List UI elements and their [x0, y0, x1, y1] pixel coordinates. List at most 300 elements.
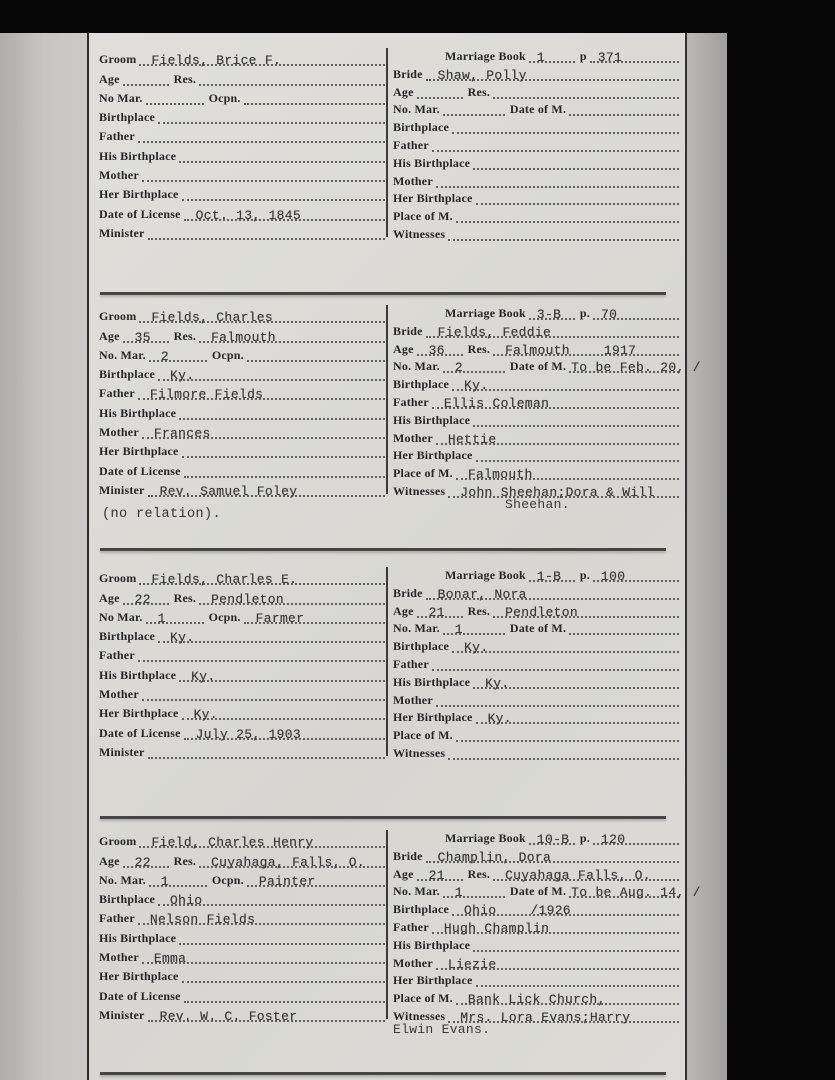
typed-value: Liezie	[447, 956, 497, 972]
field-row	[393, 445, 679, 463]
field-label: Age	[393, 84, 414, 99]
dotted-leader	[593, 567, 679, 582]
field-label: Date of M.	[509, 102, 567, 117]
field-row	[99, 304, 385, 326]
dotted-leader	[247, 872, 385, 887]
field-row	[393, 653, 679, 671]
field-label: Mother	[99, 425, 139, 440]
dotted-leader	[158, 109, 385, 124]
dotted-leader	[448, 226, 679, 241]
dotted-leader	[426, 66, 679, 81]
field-label: His Birthplace	[99, 667, 177, 682]
field-row	[393, 724, 679, 742]
dotted-leader	[139, 570, 385, 588]
field-row	[393, 134, 679, 152]
record-divider-line	[100, 1072, 666, 1075]
dotted-leader	[139, 51, 385, 69]
dotted-leader	[476, 447, 679, 462]
dotted-leader	[443, 883, 505, 901]
field-label: Minister	[99, 482, 145, 497]
dotted-leader	[139, 833, 385, 851]
typed-value: Bank Lick Church,	[467, 992, 606, 1008]
field-row	[99, 682, 385, 701]
field-row	[99, 964, 385, 983]
field-row	[99, 887, 385, 909]
dotted-leader	[436, 173, 679, 188]
dotted-leader	[179, 148, 385, 163]
field-label: His Birthplace	[393, 937, 471, 952]
dotted-leader	[473, 937, 679, 952]
field-label: Witnesses	[393, 483, 446, 498]
field-label: Res.	[467, 866, 491, 881]
typed-value: 21	[428, 604, 445, 620]
field-row	[393, 409, 679, 427]
field-row	[393, 898, 679, 919]
field-row	[393, 63, 679, 81]
field-row	[393, 1005, 679, 1023]
field-row	[393, 338, 679, 356]
dotted-leader	[436, 955, 679, 970]
dotted-leader	[199, 853, 385, 868]
field-row	[99, 66, 385, 85]
field-row	[99, 458, 385, 477]
field-label: Her Birthplace	[393, 191, 473, 206]
field-label: Birthplace	[393, 377, 449, 392]
dotted-leader	[138, 128, 385, 143]
dotted-leader	[432, 656, 679, 671]
field-row	[99, 945, 385, 967]
field-label: Witnesses	[393, 745, 446, 760]
field-label: Marriage Book	[445, 568, 526, 582]
field-row	[393, 188, 679, 206]
dotted-leader	[158, 891, 385, 909]
dotted-leader	[432, 919, 679, 934]
field-row	[393, 742, 679, 760]
dotted-leader	[138, 910, 385, 928]
typed-value: Ky.	[487, 711, 512, 727]
field-row	[393, 582, 679, 600]
field-row	[393, 881, 701, 901]
record-divider-line	[100, 816, 666, 819]
record-card	[89, 302, 701, 512]
field-label: Birthplace	[393, 120, 449, 135]
field-row	[99, 829, 385, 851]
dotted-leader	[146, 609, 204, 624]
field-label: No. Mar.	[99, 872, 146, 887]
dotted-leader	[443, 620, 505, 638]
field-row	[393, 480, 679, 498]
typed-value: 120	[601, 832, 626, 847]
field-label: Age	[393, 341, 414, 356]
dotted-leader	[417, 603, 463, 618]
field-row	[99, 740, 385, 759]
record-divider-line	[100, 548, 666, 551]
dotted-leader	[443, 358, 505, 376]
field-label: Mother	[99, 687, 139, 702]
typed-value: Emma	[153, 951, 187, 967]
dotted-leader	[452, 638, 679, 656]
field-label: Res.	[467, 84, 491, 99]
field-label: Date of M.	[509, 359, 567, 374]
typed-value: Ky.	[193, 707, 218, 723]
typed-value: 21	[428, 867, 445, 883]
field-label: Her Birthplace	[99, 969, 179, 984]
typed-value: Pendleton	[211, 591, 284, 607]
dotted-leader	[142, 686, 385, 701]
no-relation-note: (no relation).	[102, 507, 222, 522]
field-label: Date of License	[99, 725, 181, 740]
field-row	[99, 605, 385, 624]
marriage-record-sheet	[87, 33, 701, 1080]
dotted-leader	[436, 430, 679, 445]
field-label: Date of License	[99, 463, 181, 478]
field-label: Father	[393, 656, 429, 671]
dotted-leader	[247, 347, 385, 362]
field-row	[99, 182, 385, 201]
dotted-leader	[569, 358, 701, 376]
typed-value: 1	[157, 610, 166, 626]
typed-value: Shaw, Polly	[437, 67, 527, 83]
dotted-leader	[182, 186, 385, 201]
dotted-leader	[529, 48, 575, 63]
field-label: Father	[99, 911, 135, 926]
field-row	[393, 99, 679, 117]
field-label: No. Mar.	[393, 884, 440, 899]
typed-value: Fields, Charles	[151, 310, 273, 326]
typed-value: Ky.	[170, 630, 195, 646]
typed-value: 1	[454, 885, 463, 901]
dotted-leader	[182, 705, 385, 723]
dotted-leader	[142, 424, 385, 442]
dotted-leader	[148, 225, 385, 240]
typed-value: Ohio /1926	[464, 903, 571, 919]
field-label: Her Birthplace	[393, 448, 473, 463]
field-row	[393, 934, 679, 952]
field-row	[99, 720, 385, 742]
dotted-leader	[456, 208, 679, 223]
field-row	[393, 320, 679, 338]
dotted-leader	[569, 883, 701, 901]
field-row	[99, 323, 385, 345]
field-label: His Birthplace	[99, 930, 177, 945]
dotted-leader	[184, 988, 385, 1003]
field-row	[99, 624, 385, 646]
typed-value: 2	[454, 360, 463, 376]
field-label: Groom	[99, 52, 137, 67]
typed-value: 3-B	[536, 307, 562, 322]
dotted-leader	[452, 376, 679, 394]
dotted-leader	[199, 71, 385, 86]
typed-value: To be Aug. 14, /	[571, 885, 701, 901]
dotted-leader	[184, 206, 385, 221]
typed-value: 1	[454, 622, 463, 638]
typed-value: Bonar, Nora	[437, 586, 527, 602]
field-label: Age	[99, 71, 120, 86]
field-row	[99, 701, 385, 723]
field-label: Witnesses	[393, 226, 446, 241]
dotted-leader	[452, 119, 679, 134]
dotted-leader	[148, 744, 385, 759]
field-row	[99, 868, 385, 887]
groom-section	[99, 47, 385, 240]
field-row	[99, 343, 385, 362]
field-row	[393, 600, 679, 618]
dotted-leader	[179, 405, 385, 420]
dotted-leader	[593, 305, 679, 320]
witnesses-second-line: Elwin Evans.	[393, 1021, 491, 1037]
dotted-leader	[456, 990, 679, 1008]
field-row	[393, 707, 679, 725]
field-label: Place of M.	[393, 209, 453, 224]
field-label: His Birthplace	[99, 405, 177, 420]
paper-background	[0, 33, 727, 1080]
dotted-leader	[142, 949, 385, 967]
dotted-leader	[452, 901, 679, 919]
typed-value: 22	[134, 854, 151, 870]
field-label: Father	[99, 129, 135, 144]
dotted-leader	[123, 71, 169, 86]
field-label: Bride	[393, 585, 423, 600]
dotted-leader	[456, 465, 679, 483]
field-label: Place of M.	[393, 466, 453, 481]
bride-section	[393, 564, 679, 760]
field-label: Her Birthplace	[99, 187, 179, 202]
typed-value: Farmer	[255, 610, 305, 626]
typed-value: Field, Charles Henry	[151, 835, 314, 851]
field-label: Res.	[173, 853, 197, 868]
field-row	[99, 221, 385, 240]
typed-value: Ky.	[170, 368, 195, 384]
dotted-leader	[529, 305, 575, 320]
field-row	[99, 420, 385, 442]
field-label: Age	[99, 853, 120, 868]
groom-section	[99, 829, 385, 1022]
field-row	[99, 439, 385, 458]
field-row	[393, 391, 679, 409]
field-row	[393, 81, 679, 99]
field-row	[393, 689, 679, 707]
witnesses-second-line: Sheehan.	[505, 496, 570, 512]
field-row	[99, 643, 385, 662]
bride-section	[393, 827, 701, 1037]
field-row	[99, 478, 385, 497]
field-label: Age	[393, 866, 414, 881]
field-row	[99, 925, 385, 944]
field-row	[393, 970, 679, 988]
field-row	[99, 86, 385, 105]
dotted-leader	[417, 866, 463, 881]
typed-value: Hugh Champlin	[443, 920, 550, 936]
typed-value: 2	[160, 348, 169, 364]
field-label: Marriage Book	[445, 49, 526, 63]
field-label: Bride	[393, 848, 423, 863]
dotted-leader	[417, 84, 463, 99]
dotted-leader	[139, 308, 385, 326]
field-row	[99, 906, 385, 928]
typed-value: 1	[160, 873, 169, 889]
marriage-book-row	[445, 45, 679, 63]
dotted-leader	[199, 590, 385, 605]
bride-section	[393, 302, 701, 512]
field-label: Birthplace	[99, 629, 155, 644]
field-label: Place of M.	[393, 728, 453, 743]
records	[89, 33, 701, 1080]
typed-value: Ky.	[464, 640, 489, 656]
dotted-leader	[456, 727, 679, 742]
field-row	[393, 671, 679, 689]
groom-section	[99, 304, 385, 497]
field-label: Date of License	[99, 988, 181, 1003]
field-row	[99, 124, 385, 143]
field-label: p.	[579, 831, 590, 845]
field-label: His Birthplace	[393, 412, 471, 427]
dotted-leader	[590, 48, 679, 63]
dotted-leader	[432, 137, 679, 152]
field-row	[393, 845, 679, 863]
dotted-leader	[244, 90, 385, 105]
field-label: Minister	[99, 744, 145, 759]
typed-value: 35	[134, 329, 151, 345]
typed-value: Champlin, Dora	[437, 849, 552, 865]
typed-value: Fields, Feddie	[437, 324, 552, 340]
field-label: Birthplace	[99, 110, 155, 125]
field-label: Res.	[173, 590, 197, 605]
dotted-leader	[432, 394, 679, 409]
field-row	[99, 143, 385, 162]
typed-value: Frances	[153, 426, 211, 442]
field-label: No Mar.	[99, 90, 143, 105]
typed-value: Rev. W. C. Foster	[159, 1008, 298, 1024]
typed-value: 100	[601, 569, 626, 584]
field-row	[99, 47, 385, 69]
dotted-leader	[448, 483, 679, 498]
typed-value: July 25, 1903	[195, 726, 301, 742]
typed-value: Fields, Charles E.	[151, 572, 298, 588]
field-row	[393, 170, 679, 188]
field-label: Mother	[393, 430, 433, 445]
field-label: Ocpn.	[211, 872, 244, 887]
field-row	[393, 373, 679, 394]
dotted-leader	[149, 347, 207, 362]
field-row	[99, 662, 385, 684]
dotted-leader	[473, 674, 679, 689]
dotted-leader	[149, 872, 207, 887]
field-row	[393, 427, 679, 445]
field-label: Mother	[393, 692, 433, 707]
record-card	[89, 45, 685, 245]
field-label: Groom	[99, 309, 137, 324]
field-label: Marriage Book	[445, 306, 526, 320]
dotted-leader	[473, 155, 679, 170]
dotted-leader	[199, 328, 385, 343]
field-row	[99, 848, 385, 870]
dotted-leader	[184, 463, 385, 478]
field-row	[99, 201, 385, 223]
field-row	[99, 585, 385, 607]
typed-value: Filmore Fields	[149, 387, 264, 403]
field-label: Her Birthplace	[393, 973, 473, 988]
field-row	[393, 205, 679, 223]
dotted-leader	[426, 585, 679, 600]
field-row	[393, 987, 679, 1008]
field-label: Birthplace	[393, 902, 449, 917]
typed-value: John Sheehan;Dora & Will	[460, 484, 655, 500]
field-row	[393, 916, 679, 934]
field-label: Father	[393, 137, 429, 152]
field-label: p.	[579, 306, 590, 320]
dotted-leader	[179, 667, 385, 682]
field-label: Ocpn.	[211, 347, 244, 362]
typed-value: Fields, Brice F.	[151, 53, 282, 69]
typed-value: 10-B	[536, 832, 570, 847]
dotted-leader	[417, 341, 463, 356]
field-row	[99, 566, 385, 588]
dotted-leader	[593, 830, 679, 845]
typed-value: Pendleton	[505, 604, 578, 620]
field-label: p.	[579, 568, 590, 582]
field-label: Bride	[393, 66, 423, 81]
field-label: Age	[393, 603, 414, 618]
typed-value: Falmouth	[211, 329, 276, 345]
dotted-leader	[493, 603, 679, 618]
field-label: Father	[99, 386, 135, 401]
dotted-leader	[244, 609, 385, 624]
bride-section	[393, 45, 679, 241]
marriage-book-row	[445, 302, 679, 320]
field-row	[99, 1003, 385, 1022]
field-label: Father	[393, 919, 429, 934]
dotted-leader	[476, 972, 679, 987]
field-label: Age	[99, 590, 120, 605]
record-card	[89, 827, 701, 1037]
typed-value: 36	[428, 342, 445, 358]
field-label: No. Mar.	[393, 359, 440, 374]
field-label: No. Mar.	[393, 621, 440, 636]
typed-value: Cuyahaga Falls, O.	[505, 867, 651, 883]
typed-value: Painter	[258, 873, 316, 889]
typed-value: Ohio	[170, 893, 203, 909]
field-label: Place of M.	[393, 991, 453, 1006]
field-label: Father	[393, 394, 429, 409]
groom-section	[99, 566, 385, 759]
dotted-leader	[182, 443, 385, 458]
field-label: Father	[99, 648, 135, 663]
field-label: p	[579, 49, 587, 63]
field-label: Birthplace	[99, 892, 155, 907]
dotted-leader	[569, 620, 679, 635]
dotted-leader	[138, 647, 385, 662]
field-row	[393, 863, 679, 881]
column-divider-line	[386, 567, 388, 756]
dotted-leader	[179, 930, 385, 945]
typed-value-extra: /1926	[530, 903, 571, 919]
dotted-leader	[123, 328, 169, 343]
field-row	[393, 618, 679, 636]
dotted-leader	[148, 482, 385, 497]
typed-value: Rev. Samuel Foley	[159, 483, 298, 499]
field-row	[99, 163, 385, 182]
field-label: Bride	[393, 323, 423, 338]
field-label: Birthplace	[393, 639, 449, 654]
dotted-leader	[142, 167, 385, 182]
typed-value: Cuyahaga, Falls, O.	[211, 854, 365, 870]
marriage-book-row	[445, 564, 679, 582]
typed-value: Ky.	[464, 378, 489, 394]
field-label: His Birthplace	[99, 148, 177, 163]
field-label: Minister	[99, 225, 145, 240]
field-row	[393, 223, 679, 241]
dotted-leader	[448, 745, 679, 760]
